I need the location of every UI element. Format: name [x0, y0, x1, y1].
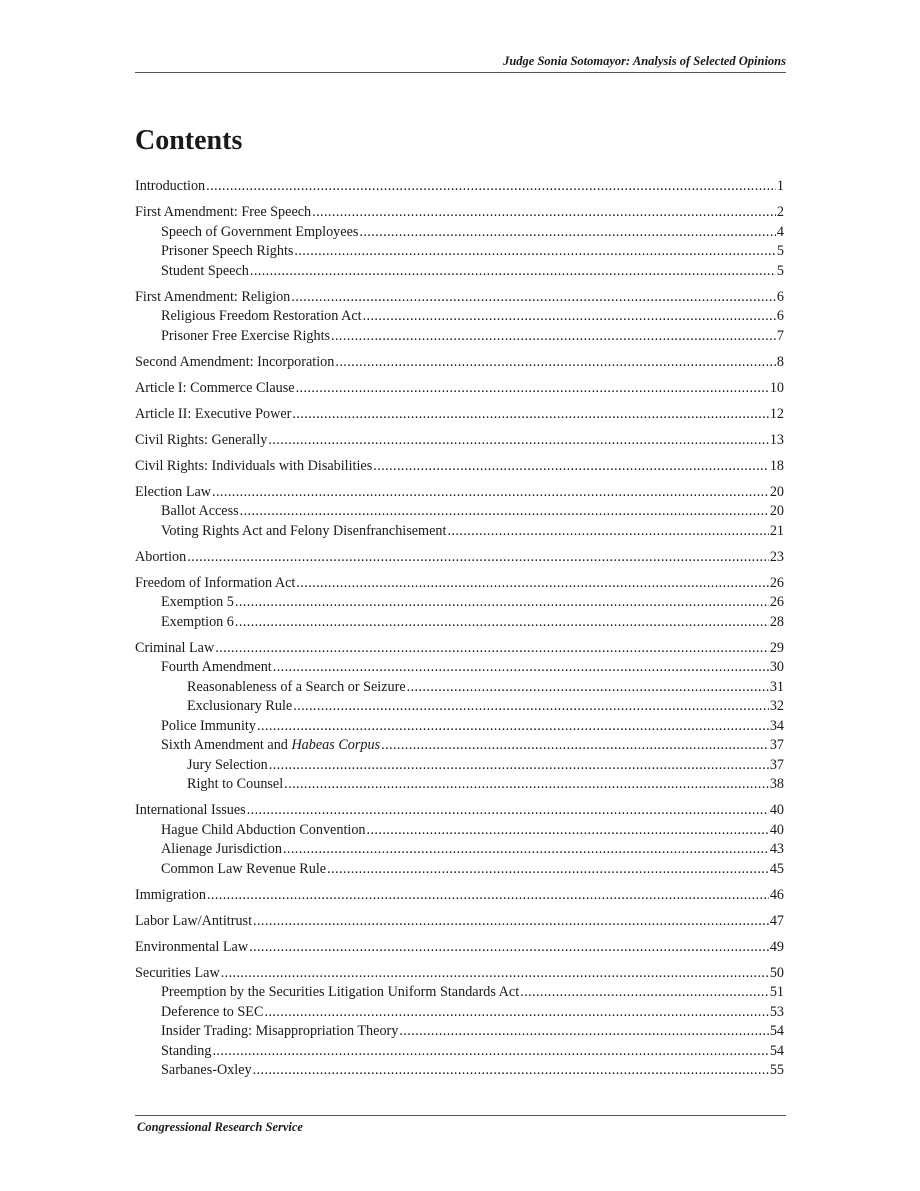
toc-entry-page-number: 32: [769, 698, 784, 714]
toc-entry-label: Exemption 5: [161, 594, 234, 610]
toc-entry-page-number: 37: [769, 756, 784, 773]
toc-entry[interactable]: [135, 756, 784, 776]
toc-entry[interactable]: [135, 717, 784, 737]
toc-entry-label: Sarbanes-Oxley: [161, 1062, 252, 1078]
dot-leader: [268, 431, 768, 451]
dot-leader: [264, 1003, 768, 1023]
toc-entry-label: Immigration: [135, 886, 206, 903]
dot-leader: [257, 717, 769, 737]
toc-entry-page-number: 1: [776, 178, 784, 194]
toc-entry[interactable]: [135, 1022, 784, 1042]
toc-entry[interactable]: [135, 1061, 784, 1081]
toc-entry-label: Exclusionary Rule: [187, 698, 293, 714]
toc-entry-page-number: 45: [769, 860, 784, 877]
toc-entry[interactable]: [135, 307, 784, 327]
toc-entry-label: Civil Rights: Individuals with Disabilities: [135, 457, 373, 474]
toc-entry[interactable]: [135, 821, 784, 841]
toc-entry[interactable]: [135, 431, 784, 451]
dot-leader: [212, 483, 769, 503]
dot-leader: [407, 678, 769, 698]
toc-entry-label: Freedom of Information Act: [135, 574, 296, 591]
toc-entry-page-number: 28: [769, 613, 784, 630]
toc-entry[interactable]: [135, 502, 784, 522]
toc-entry-page-number: 46: [769, 886, 784, 903]
toc-entry-label: Second Amendment: Incorporation: [135, 353, 335, 370]
toc-entry-label: Student Speech: [161, 262, 249, 279]
toc-entry-label: Speech of Government Employees: [161, 223, 359, 240]
toc-entry-label: International Issues: [135, 802, 246, 818]
toc-entry-page-number: 26: [769, 574, 784, 591]
toc-entry-label: Jury Selection: [187, 756, 268, 773]
toc-entry-label: Introduction: [135, 178, 206, 194]
toc-entry[interactable]: [135, 801, 784, 821]
toc-entry-page-number: 18: [769, 457, 784, 474]
toc-entry-page-number: 49: [769, 938, 784, 955]
toc-entry-page-number: 20: [769, 483, 784, 500]
dot-leader: [292, 405, 768, 425]
toc-entry[interactable]: [135, 353, 784, 373]
toc-entry-label: Exemption 6: [161, 613, 234, 630]
toc-entry-page-number: 54: [769, 1042, 784, 1059]
dot-leader: [240, 502, 769, 522]
dot-leader: [250, 262, 776, 282]
toc-entry-page-number: 12: [769, 405, 784, 422]
toc-entry-label: Abortion: [135, 548, 187, 565]
toc-entry[interactable]: [135, 574, 784, 594]
toc-entry-page-number: 54: [769, 1023, 784, 1039]
toc-entry-label: Standing: [161, 1042, 212, 1059]
toc-entry-page-number: 5: [776, 243, 784, 259]
toc-entry[interactable]: [135, 658, 784, 678]
toc-entry-page-number: 13: [769, 431, 784, 448]
toc-entry-page-number: 53: [769, 1003, 784, 1020]
dot-leader: [312, 203, 776, 223]
toc-entry-label: First Amendment: Religion: [135, 288, 291, 305]
toc-entry-page-number: 40: [769, 821, 784, 838]
table-of-contents: [135, 177, 784, 1081]
dot-leader: [284, 775, 769, 795]
toc-entry-page-number: 43: [769, 841, 784, 857]
toc-entry[interactable]: [135, 203, 784, 223]
dot-leader: [187, 548, 769, 568]
toc-entry-label: Environmental Law: [135, 938, 249, 955]
dot-leader: [381, 736, 769, 756]
toc-entry-label: Civil Rights: Generally: [135, 431, 268, 448]
toc-entry-page-number: 34: [769, 717, 784, 734]
dot-leader: [327, 860, 769, 880]
toc-entry[interactable]: [135, 177, 784, 197]
dot-leader: [253, 912, 769, 932]
toc-entry-page-number: 37: [769, 737, 784, 753]
dot-leader: [363, 307, 776, 327]
toc-entry[interactable]: [135, 860, 784, 880]
toc-entry-page-number: 50: [769, 964, 784, 981]
toc-entry-label: Election Law: [135, 483, 212, 500]
toc-entry[interactable]: [135, 639, 784, 659]
dot-leader: [215, 639, 769, 659]
toc-entry-page-number: 26: [769, 594, 784, 610]
toc-entry-page-number: 4: [776, 223, 784, 240]
dot-leader: [520, 983, 769, 1003]
dot-leader: [283, 840, 769, 860]
toc-entry-label: Ballot Access: [161, 503, 239, 519]
toc-entry-page-number: 2: [776, 204, 784, 220]
dot-leader: [235, 593, 769, 613]
running-header: Judge Sonia Sotomayor: Analysis of Selected Opinions: [503, 54, 786, 68]
toc-entry[interactable]: [135, 697, 784, 717]
toc-entry-page-number: 29: [769, 639, 784, 656]
toc-entry-page-number: 6: [776, 288, 784, 305]
toc-entry-label: Prisoner Free Exercise Rights: [161, 327, 331, 344]
toc-entry-label: Article II: Executive Power: [135, 405, 292, 422]
toc-entry-page-number: 51: [769, 984, 784, 1000]
toc-entry[interactable]: [135, 736, 784, 756]
toc-entry-page-number: 23: [769, 548, 784, 565]
dot-leader: [253, 1061, 769, 1081]
toc-entry[interactable]: [135, 678, 784, 698]
dot-leader: [206, 177, 776, 197]
toc-entry-label: Sixth Amendment and Habeas Corpus: [161, 737, 381, 753]
toc-entry[interactable]: [135, 288, 784, 308]
toc-entry-label: Fourth Amendment: [161, 659, 272, 675]
dot-leader: [373, 457, 769, 477]
toc-entry-page-number: 8: [776, 353, 784, 370]
toc-entry[interactable]: [135, 327, 784, 347]
dot-leader: [269, 756, 769, 776]
toc-entry-label: Hague Child Abduction Convention: [161, 821, 366, 838]
footer-rule: [135, 1115, 786, 1116]
toc-entry[interactable]: [135, 483, 784, 503]
toc-entry-label-italic: Habeas Corpus: [291, 737, 381, 753]
dot-leader: [291, 288, 776, 308]
toc-entry-page-number: 30: [769, 659, 784, 675]
toc-entry-page-number: 47: [769, 912, 784, 929]
toc-entry-label: Criminal Law: [135, 639, 215, 656]
toc-entry-label: Religious Freedom Restoration Act: [161, 308, 362, 324]
running-footer: Congressional Research Service: [137, 1120, 303, 1134]
dot-leader: [207, 886, 769, 906]
toc-entry-label: First Amendment: Free Speech: [135, 204, 312, 220]
toc-entry-page-number: 40: [769, 802, 784, 818]
toc-entry-page-number: 21: [769, 522, 784, 539]
dot-leader: [296, 379, 769, 399]
page-title: Contents: [135, 125, 243, 156]
toc-entry-page-number: 6: [776, 308, 784, 324]
toc-entry-label: Right to Counsel: [187, 776, 284, 792]
dot-leader: [273, 658, 769, 678]
toc-entry-label: Common Law Revenue Rule: [161, 860, 327, 877]
toc-entry-label: Alienage Jurisdiction: [161, 841, 282, 857]
toc-entry[interactable]: [135, 938, 784, 958]
toc-entry[interactable]: [135, 964, 784, 984]
toc-entry[interactable]: [135, 983, 784, 1003]
toc-entry[interactable]: [135, 912, 784, 932]
toc-entry[interactable]: [135, 613, 784, 633]
toc-entry-label: Securities Law: [135, 964, 220, 981]
toc-entry[interactable]: [135, 522, 784, 542]
toc-entry-label: Voting Rights Act and Felony Disenfranchisement: [161, 522, 447, 539]
dot-leader: [221, 964, 769, 984]
toc-entry[interactable]: [135, 886, 784, 906]
toc-entry[interactable]: [135, 1003, 784, 1023]
dot-leader: [399, 1022, 768, 1042]
toc-entry-label: Preemption by the Securities Litigation Uniform Standards Act: [161, 984, 520, 1000]
toc-entry-page-number: 10: [769, 379, 784, 396]
toc-entry[interactable]: [135, 242, 784, 262]
dot-leader: [293, 697, 769, 717]
dot-leader: [335, 353, 776, 373]
toc-entry-page-number: 38: [769, 776, 784, 792]
toc-entry-label: Reasonableness of a Search or Seizure: [187, 678, 406, 695]
dot-leader: [447, 522, 768, 542]
toc-entry-label: Labor Law/Antitrust: [135, 912, 253, 929]
toc-entry-page-number: 7: [776, 327, 784, 344]
dot-leader: [359, 223, 776, 243]
toc-entry[interactable]: [135, 593, 784, 613]
toc-entry[interactable]: [135, 548, 784, 568]
toc-entry[interactable]: [135, 405, 784, 425]
toc-entry-label: Deference to SEC: [161, 1003, 264, 1020]
toc-entry-page-number: 55: [769, 1062, 784, 1078]
toc-entry[interactable]: [135, 457, 784, 477]
dot-leader: [331, 327, 776, 347]
toc-entry[interactable]: [135, 379, 784, 399]
dot-leader: [212, 1042, 768, 1062]
toc-entry-label: Prisoner Speech Rights: [161, 243, 294, 259]
dot-leader: [296, 574, 768, 594]
toc-entry-label: Police Immunity: [161, 717, 256, 734]
dot-leader: [235, 613, 769, 633]
toc-entry-page-number: 31: [769, 678, 784, 695]
toc-entry-page-number: 20: [769, 503, 784, 519]
dot-leader: [249, 938, 769, 958]
toc-entry[interactable]: [135, 223, 784, 243]
header-rule: [135, 72, 786, 73]
toc-entry-label: Article I: Commerce Clause: [135, 379, 295, 396]
dot-leader: [367, 821, 769, 841]
toc-entry-page-number: 5: [776, 262, 784, 279]
toc-entry[interactable]: [135, 840, 784, 860]
dot-leader: [247, 801, 769, 821]
toc-entry[interactable]: [135, 262, 784, 282]
toc-entry[interactable]: [135, 775, 784, 795]
toc-entry[interactable]: [135, 1042, 784, 1062]
dot-leader: [294, 242, 776, 262]
toc-entry-label: Insider Trading: Misappropriation Theory: [161, 1023, 399, 1039]
